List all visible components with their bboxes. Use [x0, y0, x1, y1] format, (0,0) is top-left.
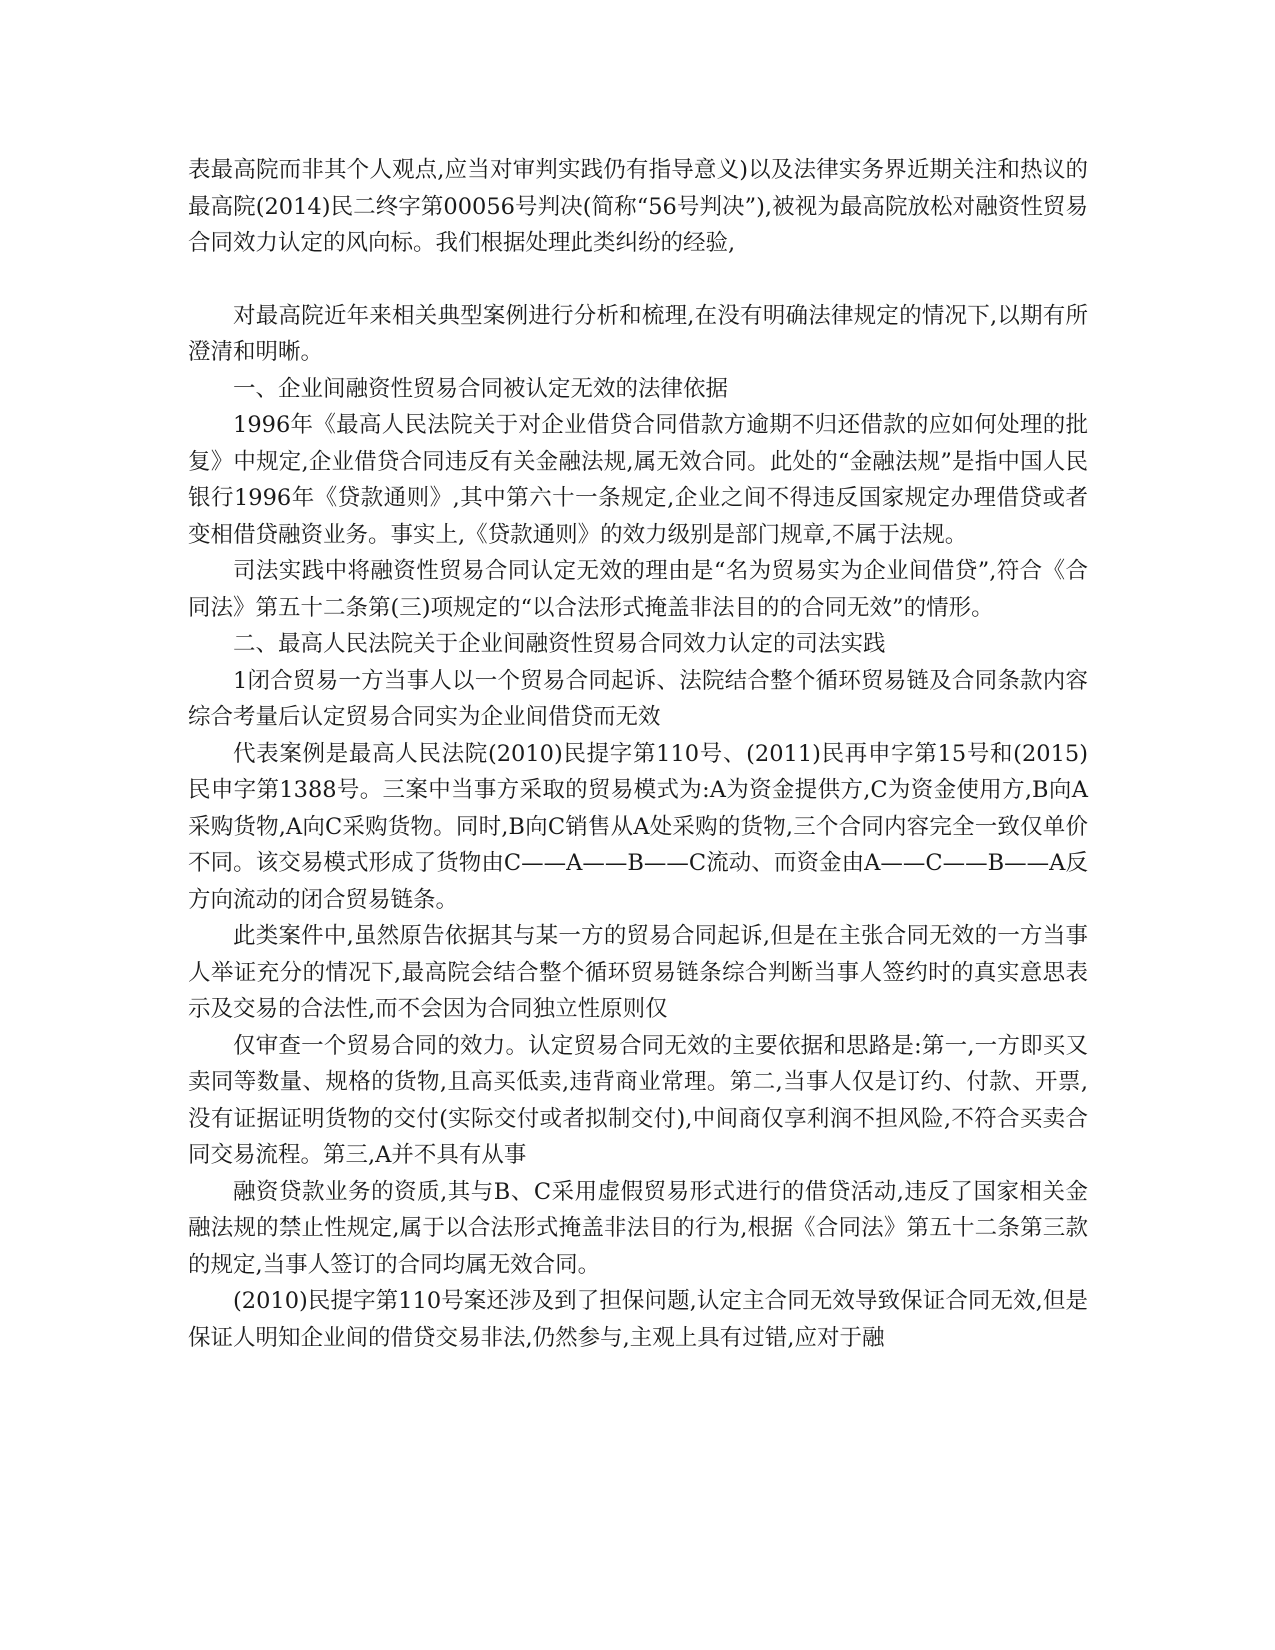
paragraph-7: 此类案件中,虽然原告依据其与某一方的贸易合同起诉,但是在主张合同无效的一方当事人举证充分的情况下,最高院会结合整个循环贸易链条综合判断当事人签约时的真实意思表示及交易的合法性,而不会因为合同独立性原则仅	[188, 923, 1088, 1022]
paragraph-5: 1闭合贸易一方当事人以一个贸易合同起诉、法院结合整个循环贸易链及合同条款内容综合考量后认定贸易合同实为企业间借贷而无效	[188, 667, 1088, 730]
section-heading-1: 一、企业间融资性贸易合同被认定无效的法律依据	[233, 375, 729, 402]
paragraph-2: 对最高院近年来相关典型案例进行分析和梳理,在没有明确法律规定的情况下,以期有所澄清和明晰。	[188, 302, 1088, 365]
paragraph-3: 1996年《最高人民法院关于对企业借贷合同借款方逾期不归还借款的应如何处理的批复》中规定,企业借贷合同违反有关金融法规,属无效合同。此处的“金融法规”是指中国人民银行1996年《贷款通则》,其中第六十一条规定,企业之间不得违反国家规定办理借贷或者变相借贷融资业务。事实上,《贷款通则》的效力级别是部门规章,不属于法规。	[188, 412, 1088, 548]
section-heading-2: 二、最高人民法院关于企业间融资性贸易合同效力认定的司法实践	[233, 631, 886, 657]
paragraph-4: 司法实践中将融资性贸易合同认定无效的理由是“名为贸易实为企业间借贷”,符合《合同法》第五十二条第(三)项规定的“以合法形式掩盖非法目的的合同无效”的情形。	[188, 558, 1088, 621]
document-body	[188, 152, 1088, 1356]
paragraph-6: 代表案例是最高人民法院(2010)民提字第110号、(2011)民再申字第15号和(2015)民申字第1388号。三案中当事方采取的贸易模式为:A为资金提供方,C为资金使用方,B向A采购货物,A向C采购货物。同时,B向C销售从A处采购的货物,三个合同内容完全一致仅单价不同。该交易模式形成了货物由C——A——B——C流动、而资金由A——C——B——A反方向流动的闭合贸易链条。	[188, 740, 1088, 913]
paragraph-1: 表最高院而非其个人观点,应当对审判实践仍有指导意义)以及法律实务界近期关注和热议的最高院(2014)民二终字第00056号判决(简称“56号判决”),被视为最高院放松对融资性贸易合同效力认定的风向标。我们根据处理此类纠纷的经验,	[188, 157, 1088, 256]
paragraph-10: (2010)民提字第110号案还涉及到了担保问题,认定主合同无效导致保证合同无效,但是保证人明知企业间的借贷交易非法,仍然参与,主观上具有过错,应对于融	[188, 1288, 1088, 1351]
paragraph-8: 仅审查一个贸易合同的效力。认定贸易合同无效的主要依据和思路是:第一,一方即买又卖同等数量、规格的货物,且高买低卖,违背商业常理。第二,当事人仅是订约、付款、开票,没有证据证明货物的交付(实际交付或者拟制交付),中间商仅享利润不担风险,不符合买卖合同交易流程。第三,A并不具有从事	[188, 1032, 1088, 1168]
paragraph-9: 融资贷款业务的资质,其与B、C采用虚假贸易形式进行的借贷活动,违反了国家相关金融法规的禁止性规定,属于以合法形式掩盖非法目的行为,根据《合同法》第五十二条第三款的规定,当事人签订的合同均属无效合同。	[188, 1178, 1088, 1278]
